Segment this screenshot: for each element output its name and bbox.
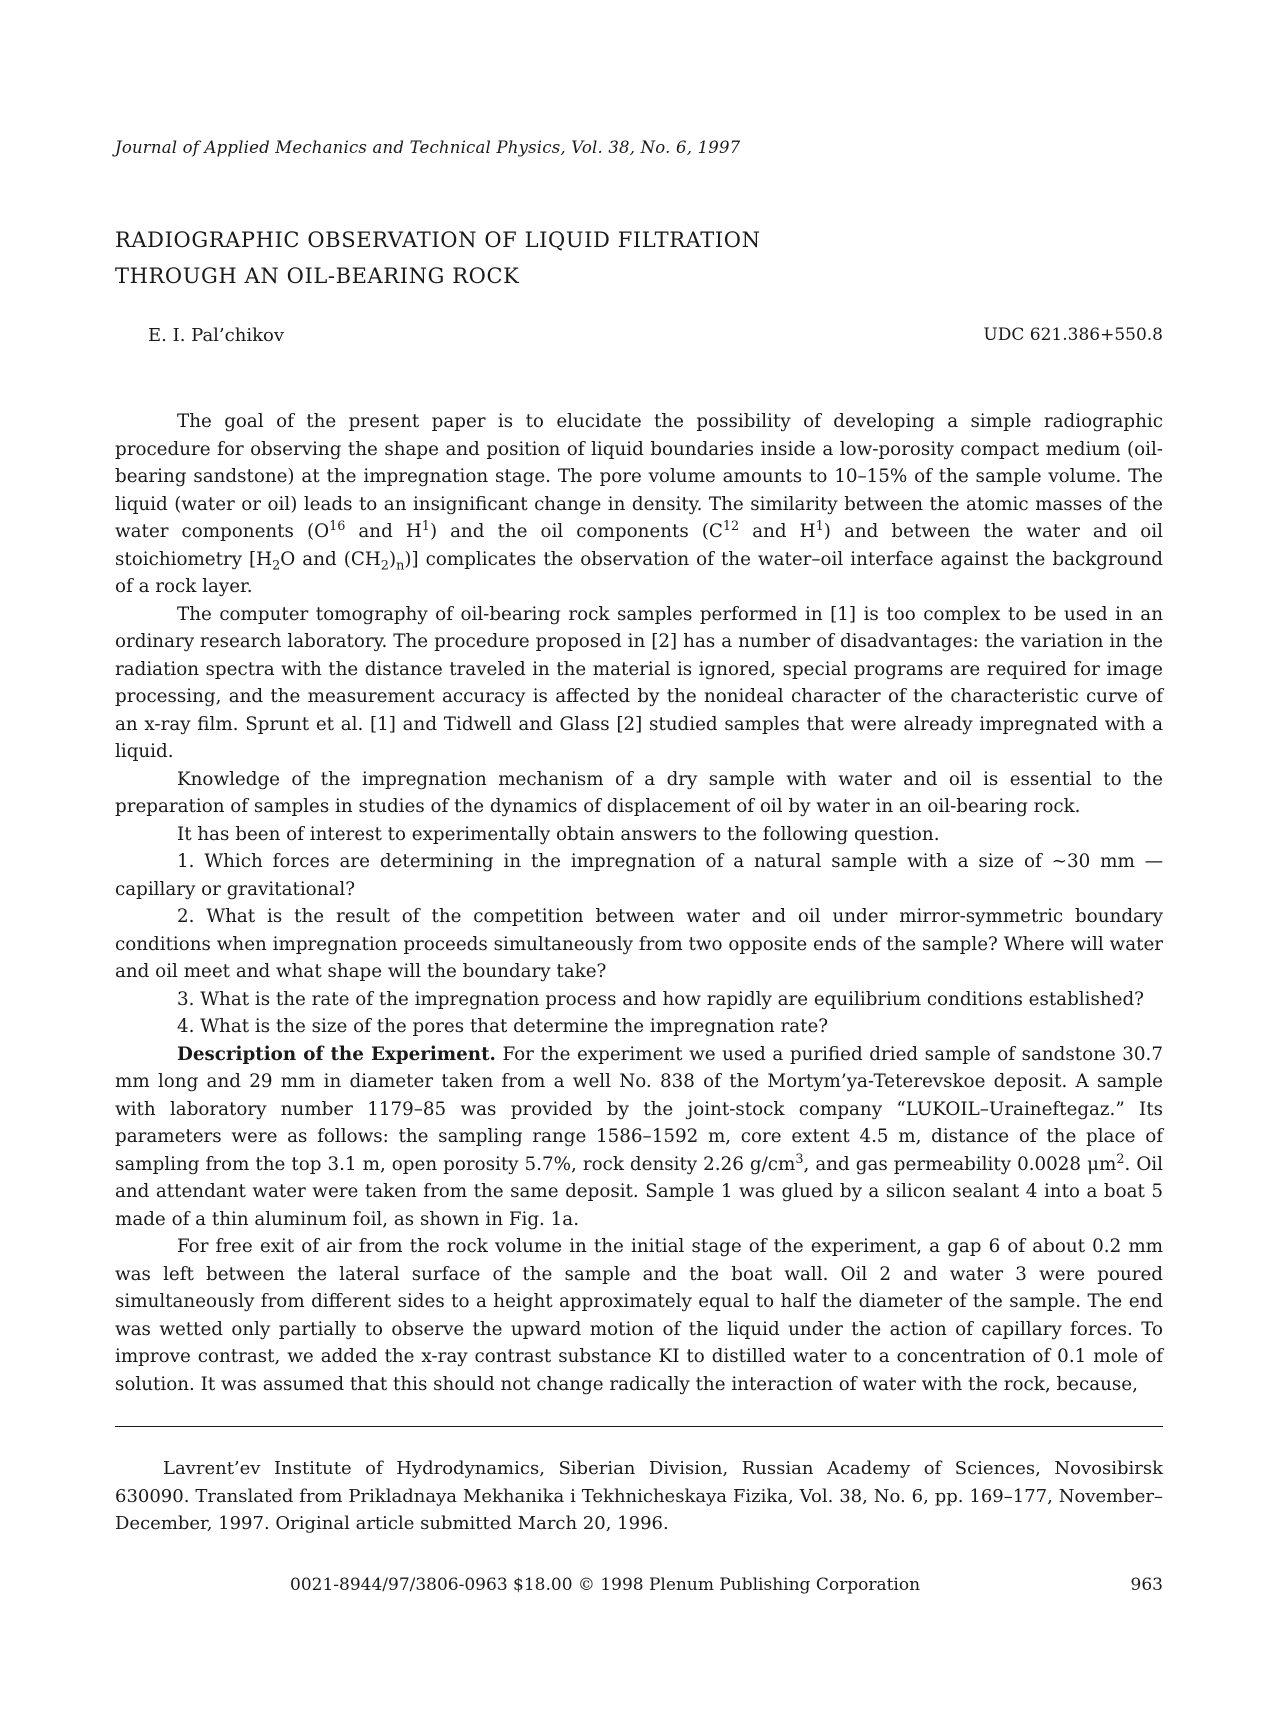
- copyright-line: 0021-8944/97/3806-0963 $18.00 © 1998 Plenum Publishing Corporation: [290, 1575, 921, 1595]
- superscript: 2: [1116, 1151, 1125, 1167]
- subscript: 2: [380, 558, 389, 574]
- superscript: 12: [722, 518, 740, 534]
- text: The goal of the present paper is to elucidate the possibility of developing a simple radiographic procedure for observing the shape and position of liquid boundaries inside a low-porosity compact medium (oil-bearing sandstone) at the impregnation stage. The pore volume amounts to 10–15% of the sample volume. The liquid (water or oil) leads to an insignificant change in density. The similarity between the atomic masses of the water components (O: [115, 411, 1163, 542]
- text: and H: [739, 521, 816, 542]
- paragraph-questions-intro: It has been of interest to experimentally obtain answers to the following question.: [177, 823, 940, 845]
- text: and H: [345, 521, 422, 542]
- question-4: 4. What is the size of the pores that determine the impregnation rate?: [177, 1016, 829, 1037]
- journal-citation: Journal of Applied Mechanics and Technical Physics, Vol. 38, No. 6, 1997: [115, 138, 741, 157]
- superscript: 1: [421, 518, 430, 534]
- subscript: 2: [272, 558, 281, 574]
- page-number: 963: [1130, 1575, 1163, 1595]
- question-1: 1. Which forces are determining in the impregnation of a natural sample with a size of ∼30 mm — capillary or gravitational?: [115, 851, 1163, 900]
- text: For the experiment we used a purified dried sample of sandstone 30.7 mm long and 29 mm in diameter taken from a well No. 838 of the Mortym’ya-Teterevskoe deposit. A sample with laboratory number 1179–85 was provided by the joint-stock company “LUKOIL–Uraineftegaz.” Its parameters were as follows: the sampling range 1586–1592 m, core extent 4.5 m, distance of the place of sampling from the top 3.1 m, open porosity 5.7%, rock density 2.26 g/cm: [115, 1043, 1163, 1175]
- question-2: 2. What is the result of the competition between water and oil under mirror-symmetric boundary conditions when impregnation proceeds simultaneously from two opposite ends of the sample? Where will water and oil meet and what shape will the boundary take?: [115, 906, 1163, 982]
- paragraph-tomography: The computer tomography of oil-bearing rock samples performed in [1] is too complex to be used in an ordinary research laboratory. The procedure proposed in [2] has a number of disadvantages: the variation in the radiation spectra with the distance traveled in the material is ignored, special programs are required for image processing, and the measurement accuracy is affected by the nonideal character of the characteristic curve of an x-ray film. Sprunt et al. [1] and Tidwell and Glass [2] studied samples that were already impregnated with a liquid.: [115, 603, 1163, 762]
- udc-code: UDC 621.386+550.8: [983, 325, 1163, 345]
- text: , and gas permeability 0.0028 μm: [803, 1153, 1117, 1175]
- text: . Oil and attendant water were taken from the same deposit. Sample 1 was glued by a silicon sealant 4 into a boat 5 made of a thin aluminum foil, as shown in Fig. 1a.: [115, 1153, 1164, 1230]
- title-line-1: RADIOGRAPHIC OBSERVATION OF LIQUID FILTRATION: [115, 228, 761, 252]
- paragraph-intro: [115, 408, 1163, 601]
- text: O and (CH: [280, 548, 381, 570]
- superscript: 1: [815, 518, 824, 534]
- author: E. I. Pal’chikov: [148, 325, 284, 346]
- text: ) and the oil components (C: [429, 521, 723, 542]
- paragraph-experiment: [115, 1041, 1163, 1234]
- title-line-2: THROUGH AN OIL-BEARING ROCK: [115, 264, 520, 288]
- footnote-divider: [115, 1426, 1163, 1427]
- paragraph-knowledge: Knowledge of the impregnation mechanism of a dry sample with water and oil is essential to the preparation of samples in studies of the dynamics of displacement of oil by water in an oil-bearing rock.: [115, 768, 1163, 817]
- superscript: 16: [329, 518, 346, 534]
- subscript: n: [396, 558, 405, 574]
- text: ): [388, 548, 397, 570]
- text: )] complicates the observation of the water–oil interface against the background of a rock layer.: [115, 548, 1163, 597]
- text: ) and between the water and oil stoichiometry [H: [115, 521, 1163, 570]
- superscript: 3: [795, 1151, 804, 1167]
- article-body: [115, 408, 1163, 1398]
- paragraph-procedure: For free exit of air from the rock volume in the initial stage of the experiment, a gap 6 of about 0.2 mm was left between the lateral surface of the sample and the boat wall. Oil 2 and water 3 were poured simultaneously from different sides to a height approximately equal to half the diameter of the sample. The end was wetted only partially to observe the upward motion of the liquid under the action of capillary forces. To improve contrast, we added the x-ray contrast substance KI to distilled water to a concentration of 0.1 mole of solution. It was assumed that this should not change radically the interaction of water with the rock, because,: [115, 1236, 1163, 1395]
- article-title: [115, 222, 761, 294]
- question-3: 3. What is the rate of the impregnation process and how rapidly are equilibrium conditions established?: [177, 988, 1144, 1010]
- section-heading: Description of the Experiment.: [177, 1043, 496, 1065]
- footnote: Lavrent’ev Institute of Hydrodynamics, Siberian Division, Russian Academy of Sciences, Novosibirsk 630090. Translated from Prikladnaya Mekhanika i Tekhnicheskaya Fizika, Vol. 38, No. 6, pp. 169–177, November–December, 1997. Original article submitted March 20, 1996.: [115, 1458, 1163, 1534]
